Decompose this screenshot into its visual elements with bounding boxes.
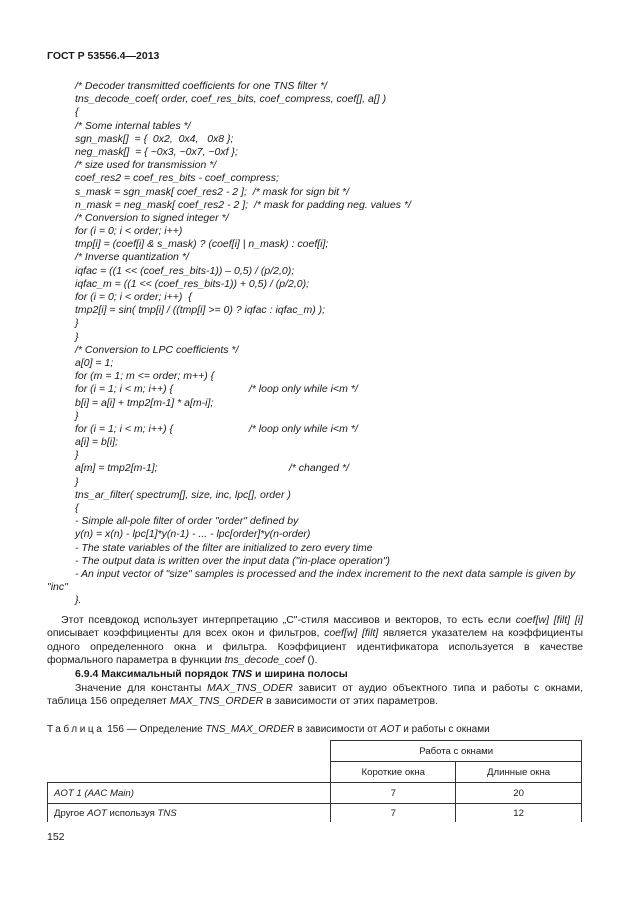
code-line: /* Conversion to LPC coefficients */ — [75, 343, 239, 356]
code-line: { — [75, 106, 79, 119]
row-value-short: 7 — [331, 804, 456, 823]
code-line: iqfac_m = ((1 << (coef_res_bits-1)) + 0,5) / (p/2,0); — [75, 277, 310, 290]
code-line: a[i] = b[i]; — [75, 436, 118, 449]
col-long-windows: Длинные окна — [456, 762, 582, 783]
code-line: sgn_mask[] = { 0x2, 0x4, 0x8 }; — [75, 132, 234, 145]
group-header-cell: Работа с окнами — [331, 741, 582, 762]
col-short-windows: Короткие окна — [331, 762, 456, 783]
code-line: for (i = 0; i < order; i++) — [75, 225, 183, 238]
code-line: for (m = 1; m <= order; m++) { — [75, 370, 215, 383]
empty-header-cell — [48, 741, 331, 783]
code-line: for (i = 1; i < m; i++) { /* loop only while i<m */ — [75, 422, 358, 435]
code-line: tns_decode_coef( order, coef_res_bits, coef_compress, coef[], a[] ) — [75, 93, 387, 106]
code-line: b[i] = a[i] + tmp2[m-1] * a[m-i]; — [75, 396, 214, 409]
row-label: AOT 1 (AAC Main) — [48, 783, 331, 804]
code-line: } — [75, 409, 79, 422]
code-line: { — [75, 502, 79, 514]
code-line: - An input vector of "size" samples is processed and the index increment to the next data sample is given by "inc" — [47, 567, 576, 594]
row-value-long: 12 — [456, 804, 582, 823]
code-line: - The output data is written over the input data ("in-place operation") — [75, 554, 391, 567]
code-line: s_mask = sgn_mask[ coef_res2 - 2 ]; /* mask for sign bit */ — [75, 185, 349, 198]
code-line: /* Decoder transmitted coefficients for one TNS filter */ — [75, 80, 328, 92]
code-line: neg_mask[] = { ~0x3, ~0x7, ~0xf }; — [75, 145, 238, 158]
code-line: - Simple all-pole filter of order "order" defined by — [75, 515, 299, 528]
row-label: Другое AOT используя TNS — [48, 804, 331, 823]
code-line: for (i = 1; i < m; i++) { /* loop only while i<m */ — [75, 383, 358, 396]
section-heading: 6.9.4 Максимальный порядок TNS и ширина полосы — [75, 668, 348, 680]
code-line: tns_ar_filter( spectrum[], size, inc, lpc[], order ) — [75, 488, 291, 501]
table-row — [48, 783, 582, 804]
code-line: } — [75, 330, 79, 343]
code-line: } — [75, 317, 79, 330]
row-value-short: 7 — [331, 783, 456, 804]
paragraph-max-order: Значение для константы MAX_TNS_ODER зависит от аудио объектного типа и работы с окнами, таблица 156 определяет MAX_TNS_ORDER в зависимости от этих параметров. — [47, 682, 583, 708]
code-line: /* size used for transmission */ — [75, 159, 217, 172]
table-caption: Таблица 156 — Определение TNS_MAX_ORDER в зависимости от AOT и работы с окнами — [47, 724, 490, 735]
code-line: } — [75, 449, 79, 462]
code-line: tmp[i] = (coef[i] & s_mask) ? (coef[i] | n_mask) : coef[i]; — [75, 238, 329, 251]
tns-max-order-table — [47, 740, 582, 822]
code-line: for (i = 0; i < order; i++) { — [75, 291, 192, 303]
code-line: }. — [75, 594, 82, 607]
table-row — [48, 804, 582, 823]
code-line: tmp2[i] = sin( tmp[i] / ((tmp[i] >= 0) ? iqfac : iqfac_m) ); — [75, 304, 326, 317]
row-value-long: 20 — [456, 783, 582, 804]
pseudocode-block — [47, 80, 587, 608]
page-number: 152 — [47, 831, 65, 843]
code-line: /* Conversion to signed integer */ — [75, 211, 229, 224]
code-line: - The state variables of the filter are initialized to zero every time — [75, 541, 373, 554]
code-line: coef_res2 = coef_res_bits - coef_compress; — [75, 172, 279, 185]
code-line: /* Some internal tables */ — [75, 119, 191, 132]
code-line: a[0] = 1; — [75, 356, 114, 369]
code-line: y(n) = x(n) - lpc[1]*y(n-1) - ... - lpc[order]*y(n-order) — [75, 528, 311, 541]
table-header-row — [48, 741, 582, 762]
code-line: iqfac = ((1 << (coef_res_bits-1)) – 0,5) / (p/2,0); — [75, 264, 295, 277]
code-line: n_mask = neg_mask[ coef_res2 - 2 ]; /* mask for padding neg. values */ — [75, 198, 411, 211]
code-line: } — [75, 475, 79, 488]
code-line: a[m] = tmp2[m-1]; /* changed */ — [75, 462, 349, 475]
code-line: /* Inverse quantization */ — [75, 251, 189, 264]
document-header: ГОСТ Р 53556.4—2013 — [47, 50, 160, 62]
paragraph-pseudocode-note: Этот псевдокод использует интерпретацию „С"-стиля массивов и векторов, то есть если coef[w] [filt] [i] описывает коэффициенты для всех окон и фильтров, coef[w] [filt] является указателем на коэффициенты одного определенного окна и фильтра. Коэффициент идентификатора используется в качестве формального параметра в функции tns_decode_coef (). — [47, 614, 583, 666]
